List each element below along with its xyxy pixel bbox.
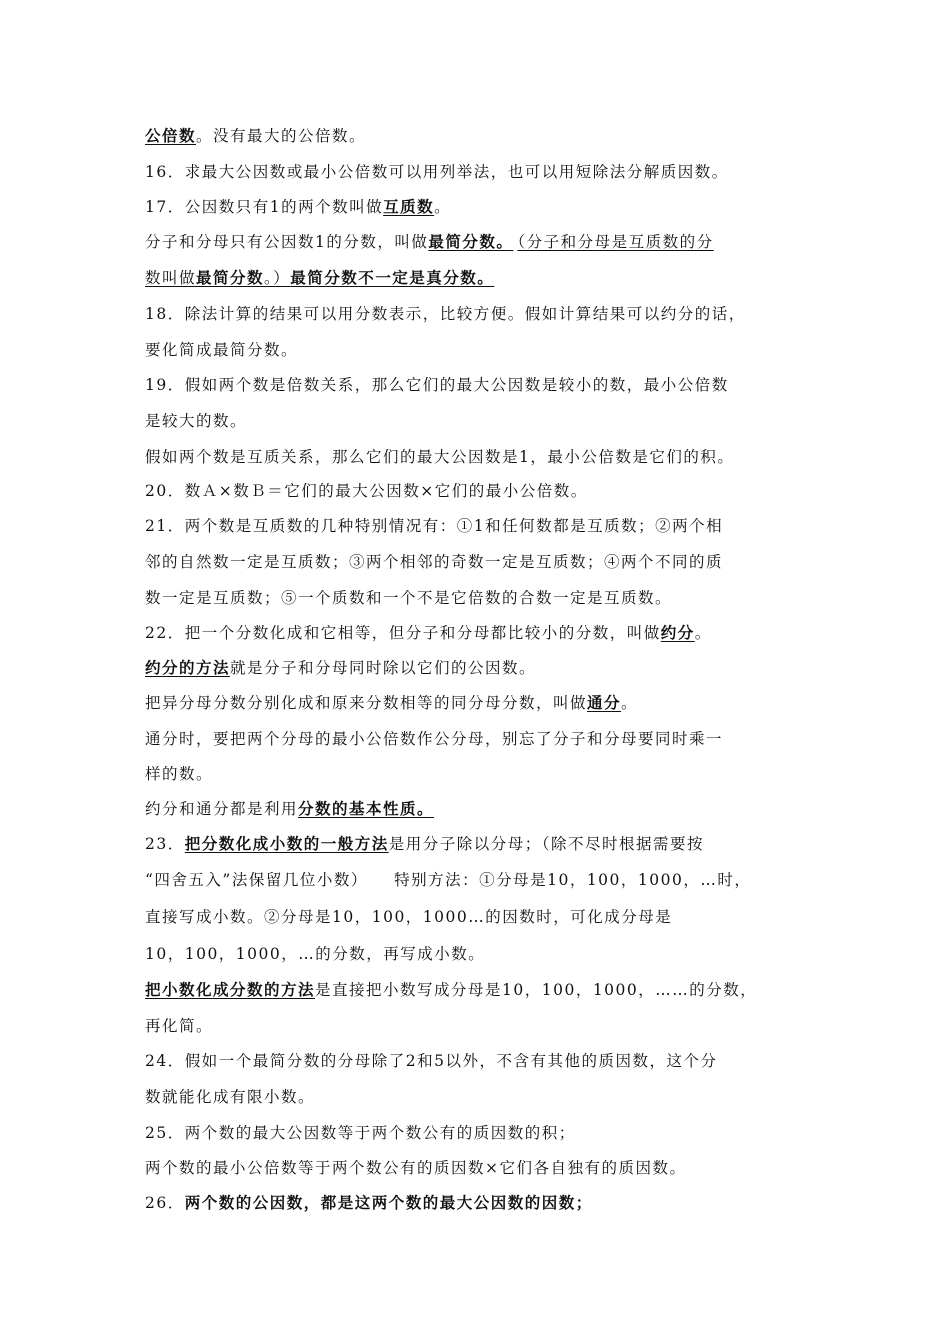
text-line: 10，100，1000，…的分数，再写成小数。 bbox=[145, 945, 486, 963]
key-term: 两个数的公因数，都是这两个数的最大公因数的因数； bbox=[184, 1193, 593, 1212]
key-term: 最简分数不一定是真分数。 bbox=[290, 268, 495, 287]
text-span: 约分和通分都是利用 bbox=[145, 800, 299, 818]
key-term: 把小数化成分数的方法 bbox=[145, 980, 316, 999]
text-line: 16．求最大公因数或最小公倍数可以用列举法，也可以用短除法分解质因数。 bbox=[145, 163, 729, 181]
text-line bbox=[145, 622, 712, 644]
text-line: 邻的自然数一定是互质数；③两个相邻的奇数一定是互质数；④两个不同的质 bbox=[145, 553, 724, 571]
text-line bbox=[145, 267, 494, 289]
text-span: 22．把一个分数化成和它相等，但分子和分母都比较小的分数，叫做 bbox=[145, 624, 661, 642]
text-line: 两个数的最小公倍数等于两个数公有的质因数×它们各自独有的质因数。 bbox=[145, 1159, 687, 1177]
text-span: 数叫做 bbox=[145, 269, 197, 287]
text-line: 18．除法计算的结果可以用分数表示，比较方便。假如计算结果可以约分的话， bbox=[145, 305, 746, 323]
text-line: 假如两个数是互质关系，那么它们的最大公因数是1，最小公倍数是它们的积。 bbox=[145, 448, 735, 466]
text-line: 25．两个数的最大公因数等于两个数公有的质因数的积； bbox=[145, 1124, 576, 1142]
text-line bbox=[145, 196, 451, 218]
key-term: 最简分数 bbox=[196, 268, 265, 287]
text-line: 样的数。 bbox=[145, 765, 214, 783]
text-line: 再化简。 bbox=[145, 1017, 214, 1035]
text-line bbox=[145, 979, 757, 1001]
text-span: 。没有最大的公倍数。 bbox=[196, 127, 367, 145]
text-line bbox=[145, 833, 704, 855]
text-span: 就是分子和分母同时除以它们的公因数。 bbox=[230, 659, 537, 677]
text-line: 是较大的数。 bbox=[145, 412, 248, 430]
text-line: 数一定是互质数；⑤一个质数和一个不是它倍数的合数一定是互质数。 bbox=[145, 589, 673, 607]
text-span: 是用分子除以分母；（除不尽时根据需要按 bbox=[388, 835, 705, 853]
text-span: 是直接把小数写成分母是10，100，1000，……的分数， bbox=[315, 981, 758, 999]
text-line: 数就能化成有限小数。 bbox=[145, 1088, 316, 1106]
key-term: 公倍数 bbox=[145, 126, 197, 145]
text-span: 23． bbox=[145, 835, 185, 853]
key-term: 最简分数。 bbox=[428, 232, 514, 251]
key-term: 互质数 bbox=[383, 197, 435, 216]
key-term: 把分数化成小数的一般方法 bbox=[184, 834, 389, 853]
text-line: 要化简成最简分数。 bbox=[145, 341, 299, 359]
key-term: 分数的基本性质。 bbox=[298, 799, 435, 818]
text-span: 把异分母分数分别化成和原来分数相等的同分母分数，叫做 bbox=[145, 694, 588, 712]
text-span: 。 bbox=[621, 694, 639, 712]
text-line bbox=[145, 1192, 593, 1214]
text-line bbox=[145, 798, 434, 820]
text-span: 17．公因数只有1的两个数叫做 bbox=[145, 198, 384, 216]
text-line: “四舍五入”法保留几位小数） 特别方法：①分母是10，100，1000，…时， bbox=[145, 871, 752, 889]
key-term: 通分 bbox=[587, 693, 622, 712]
key-term: 约分的方法 bbox=[145, 658, 231, 677]
key-term: 约分 bbox=[660, 623, 695, 642]
text-line: 20．数Ａ×数Ｂ＝它们的最大公因数×它们的最小公倍数。 bbox=[145, 482, 588, 500]
text-line: 21．两个数是互质数的几种特别情况有：①1和任何数都是互质数；②两个相 bbox=[145, 517, 724, 535]
text-span: 。 bbox=[434, 198, 452, 216]
text-span: 。） bbox=[264, 269, 291, 287]
text-span: （分子和分母是互质数的分 bbox=[517, 233, 714, 251]
text-line: 19．假如两个数是倍数关系，那么它们的最大公因数是较小的数，最小公倍数 bbox=[145, 376, 729, 394]
text-line: 通分时，要把两个分母的最小公倍数作公分母，别忘了分子和分母要同时乘一 bbox=[145, 730, 724, 748]
text-line bbox=[145, 231, 714, 253]
text-line: 24．假如一个最简分数的分母除了2和5以外，不含有其他的质因数，这个分 bbox=[145, 1052, 718, 1070]
text-line bbox=[145, 692, 638, 714]
text-line bbox=[145, 125, 366, 147]
text-line: 直接写成小数。②分母是10，100，1000…的因数时，可化成分母是 bbox=[145, 908, 673, 926]
text-span: 分子和分母只有公因数1的分数，叫做 bbox=[145, 233, 429, 251]
text-line bbox=[145, 657, 536, 679]
text-span: 。 bbox=[694, 624, 712, 642]
text-span: 26． bbox=[145, 1194, 185, 1212]
